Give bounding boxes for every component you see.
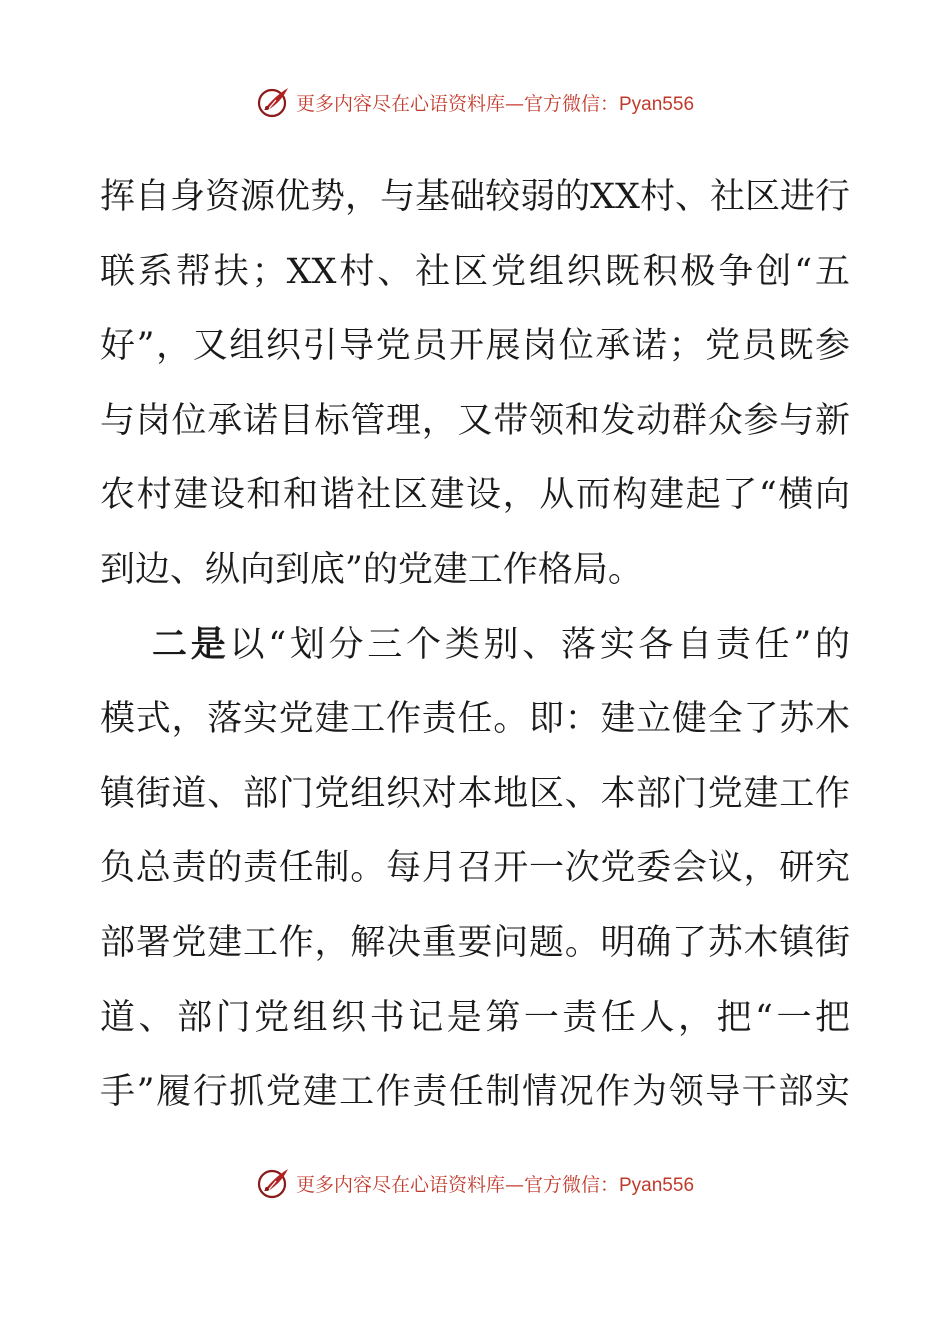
paragraph2-lead: 二是 xyxy=(152,623,230,665)
paragraph1-line: 联系帮扶；XX村、社区党组织既积极争创“五 xyxy=(100,251,850,292)
paragraph1-last-line: 到边、纵向到底”的党建工作格局。 xyxy=(100,549,643,590)
banner-dash: — xyxy=(504,92,524,115)
paragraph1-line: 农村建设和和谐社区建设，从而构建起了“横向 xyxy=(100,475,850,516)
banner-wechat-label: 官方微信： xyxy=(523,1173,619,1196)
paragraph2-line: 手”履行抓党建工作责任制情况作为领导干部实 xyxy=(100,1072,850,1113)
banner-wechat-id: Pyan556 xyxy=(619,1174,695,1196)
header-watermark-banner xyxy=(0,80,950,124)
banner-brand: 更多内容尽在心语资料库 xyxy=(295,92,505,115)
paragraph2-first-line-rest: 以“划分三个类别、落实各自责任”的 xyxy=(229,624,850,665)
paragraph2-line: 道、部门党组织书记是第一责任人，把“一把 xyxy=(100,997,850,1038)
document-body xyxy=(100,160,850,1130)
paragraph2-line: 部署党建工作，解决重要问题。明确了苏木镇街 xyxy=(100,922,850,963)
paragraph1-line: 好”，又组织引导党员开展岗位承诺；党员既参 xyxy=(100,326,850,367)
quill-logo-icon xyxy=(256,1165,292,1201)
paragraph1-line: 挥自身资源优势，与基础较弱的XX村、社区进行 xyxy=(100,177,850,217)
paragraph1-line: 与岗位承诺目标管理，又带领和发动群众参与新 xyxy=(100,400,850,441)
paragraph2-first-line xyxy=(100,608,850,683)
banner-brand: 更多内容尽在心语资料库 xyxy=(295,1173,505,1196)
banner-text xyxy=(296,1170,694,1197)
footer-watermark-banner xyxy=(0,1161,950,1205)
banner-dash: — xyxy=(504,1173,524,1196)
banner-wechat-label: 官方微信： xyxy=(523,92,619,115)
quill-logo-icon xyxy=(256,84,292,120)
paragraph2-line: 模式，落实党建工作责任。即：建立健全了苏木 xyxy=(100,699,850,740)
paragraph2-line: 负总责的责任制。每月召开一次党委会议，研究 xyxy=(100,848,850,889)
banner-text xyxy=(296,89,694,116)
banner-wechat-id: Pyan556 xyxy=(619,93,695,115)
paragraph2-line: 镇街道、部门党组织对本地区、本部门党建工作 xyxy=(100,773,850,814)
